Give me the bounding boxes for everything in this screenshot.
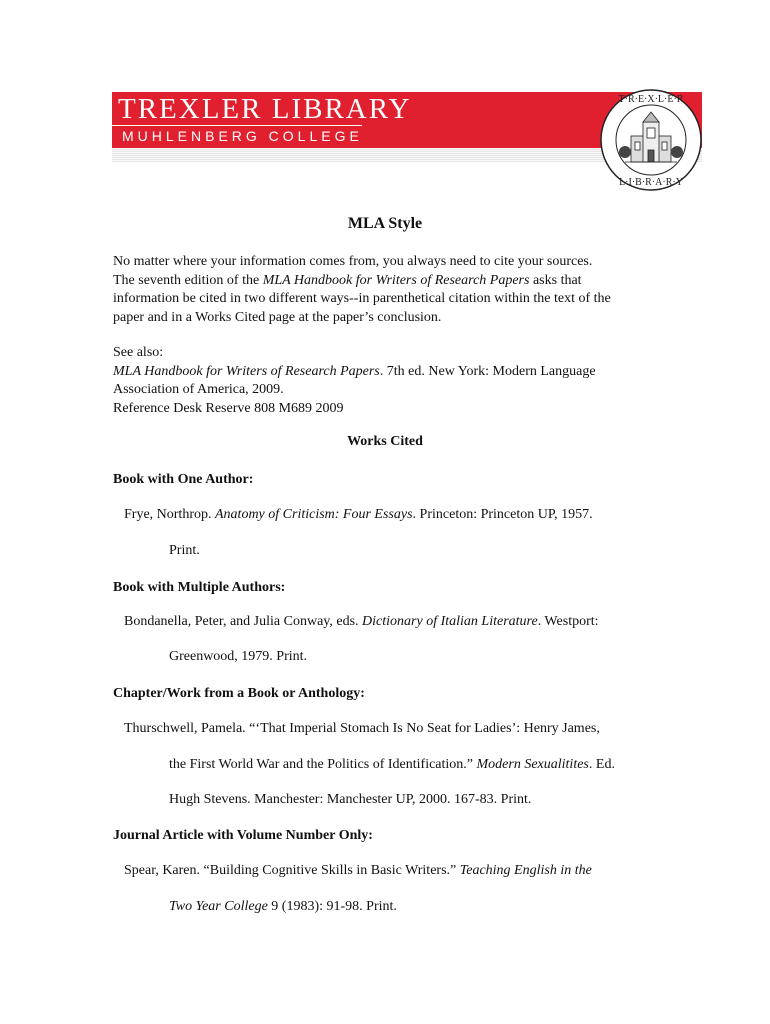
- see-also-reference-cont: Association of America, 2009.: [113, 382, 284, 397]
- book-title: Dictionary of Italian Literature: [362, 614, 538, 629]
- see-also-block: [113, 344, 673, 418]
- page-title: MLA Style: [347, 215, 423, 232]
- citation-line: Greenwood, 1979. Print.: [169, 649, 308, 664]
- section-heading-journal: Journal Article with Volume Number Only:: [113, 828, 373, 843]
- citation-text: the First World War and the Politics of Identification.”: [169, 757, 477, 772]
- svg-text:T·R·E·X·L·E·R: T·R·E·X·L·E·R: [618, 94, 684, 105]
- intro-paragraph: [113, 253, 673, 327]
- college-name: MUHLENBERG COLLEGE: [122, 128, 363, 144]
- trexler-library-seal-icon: [599, 88, 703, 192]
- citation-text: 9 (1983): 91-98. Print.: [267, 899, 397, 914]
- citation-text: . Ed.: [588, 757, 615, 772]
- intro-line: paper and in a Works Cited page at the paper’s conclusion.: [113, 309, 442, 325]
- works-cited-heading: Works Cited: [347, 434, 423, 449]
- citation-text: Spear, Karen. “Building Cognitive Skills in Basic Writers.”: [124, 863, 460, 878]
- intro-text: asks that: [529, 272, 582, 288]
- handbook-title: MLA Handbook for Writers of Research Papers: [113, 363, 380, 379]
- citation-line: Print.: [169, 543, 200, 558]
- library-name: TREXLER LIBRARY: [118, 93, 412, 125]
- citation-line: [169, 755, 615, 775]
- citation-line: [124, 861, 592, 881]
- citation-line: [124, 505, 593, 525]
- book-title: Anatomy of Criticism: Four Essays: [215, 507, 413, 522]
- citation-text: Bondanella, Peter, and Julia Conway, eds.: [124, 614, 363, 629]
- intro-text: The seventh edition of the: [113, 272, 263, 288]
- intro-line: information be cited in two different ways--in parenthetical citation within the text of the: [113, 291, 611, 306]
- intro-line: No matter where your information comes from, you always need to cite your sources.: [113, 254, 593, 269]
- section-heading-multi-author: Book with Multiple Authors:: [113, 580, 286, 595]
- citation-text: . Westport:: [537, 614, 599, 629]
- see-also-label: See also:: [113, 345, 164, 360]
- reference-text: . 7th ed. New York: Modern Language: [379, 363, 596, 379]
- intro-line: [113, 272, 673, 291]
- see-also-reference: [113, 363, 673, 382]
- book-title: Modern Sexualitites: [476, 757, 589, 772]
- citation-line: Thurschwell, Pamela. “‘That Imperial Stomach Is No Seat for Ladies’: Henry James,: [124, 721, 600, 736]
- svg-text:L·I·B·R·A·R·Y: L·I·B·R·A·R·Y: [619, 177, 683, 188]
- section-heading-one-author: Book with One Author:: [113, 472, 254, 487]
- call-number: Reference Desk Reserve 808 M689 2009: [113, 400, 344, 416]
- journal-title: Teaching English in the: [459, 863, 592, 878]
- section-heading-chapter: Chapter/Work from a Book or Anthology:: [113, 686, 365, 701]
- citation-text: . Princeton: Princeton UP, 1957.: [412, 507, 593, 522]
- handbook-title: MLA Handbook for Writers of Research Papers: [262, 272, 530, 288]
- journal-title: Two Year College: [169, 899, 268, 914]
- citation-line: [124, 612, 599, 632]
- citation-line: Hugh Stevens. Manchester: Manchester UP, 2000. 167-83. Print.: [169, 792, 532, 807]
- citation-line: [169, 897, 397, 917]
- citation-text: Frye, Northrop.: [124, 507, 215, 522]
